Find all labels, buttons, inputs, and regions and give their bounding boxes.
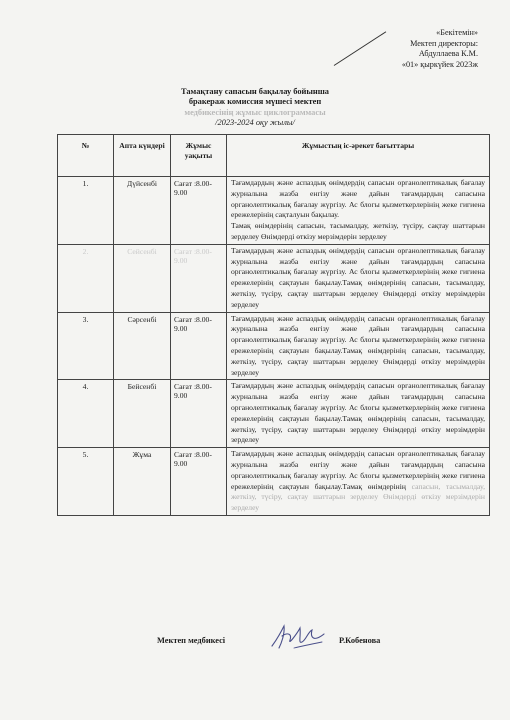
document-title bbox=[0, 87, 510, 128]
header-activity: Жұмыстың іс-әрекет бағыттары bbox=[227, 135, 490, 177]
title-line-4: /2023-2024 оқу жылы/ bbox=[215, 117, 295, 127]
row-time: Сағат :8.00-9.00 bbox=[171, 177, 227, 245]
title-line-2: бракераж комиссия мүшесі мектеп bbox=[188, 97, 322, 107]
schedule-table bbox=[57, 134, 490, 516]
row-time: Сағат :8.00-9.00 bbox=[171, 380, 227, 448]
table-row bbox=[58, 177, 490, 245]
row-activity: Тағамдардың және аспаздық өнімдердің сапасын органолептикалық бағалау журналына жазба енгізу және дайын тағамдардың сапасына органолептикалық бағалау жүргізу. Ас блогы қызметкерлерінің жеке гигиена ережелерінің сақтауын бақылау.Тамақ өнімдерінің сапасын, тасымалдау, жеткізу, түсіру, сақтау шаттарын зерделеу Өнімдерді өткізу мерзімдерін зерделеу bbox=[227, 312, 490, 380]
header-weekday: Апта күндері bbox=[114, 135, 171, 177]
row-weekday: Дүйсенбі bbox=[114, 177, 171, 245]
row-number: 1. bbox=[58, 177, 114, 245]
row-weekday: Жұма bbox=[114, 448, 171, 516]
row-weekday: Сәрсенбі bbox=[114, 312, 171, 380]
row-time: Сағат :8.00-9.00 bbox=[171, 244, 227, 312]
table-header-row bbox=[58, 135, 490, 177]
signature-footer bbox=[0, 634, 510, 664]
row-number: 2. bbox=[58, 244, 114, 312]
row-activity-text-faded: сапасын, тасымалдау, жеткізу, түсіру, сақтау шаттарын зерделеу Өнімдерді өткізу мерзімдерін зерделеу bbox=[231, 481, 485, 513]
table-row bbox=[58, 380, 490, 448]
approval-position: Мектеп директоры: bbox=[410, 38, 478, 48]
row-number: 3. bbox=[58, 312, 114, 380]
row-activity-text: Тағамдардың және аспаздық өнімдердің сапасын органолептикалық бағалау журналына жазба енгізу және дайын тағамдардың сапасына органолептикалық бағалау жүргізу. Ас блогы қызметкерлерінің жеке гигиена ережелерінің сақталуын бақылау. bbox=[231, 178, 485, 220]
row-activity-text: Тағамдардың және аспаздық өнімдердің сапасын органолептикалық бағалау журналына жазба енгізу және дайын тағамдардың сапасына органолептикалық бағалау жүргізу. Ас блогы қызметкерлерінің жеке гигиена ережелерінің сақтауын бақылау.Тамақ өнімдерінің bbox=[231, 449, 485, 491]
signer-role: Мектеп медбикесі bbox=[157, 636, 226, 645]
table-row bbox=[58, 312, 490, 380]
handwritten-signature bbox=[268, 620, 328, 654]
approval-block bbox=[358, 28, 478, 70]
row-activity-text-2: Тамақ өнімдерінің сапасын, тасымалдау, жеткізу, түсіру, сақтау шаттарын зерделеу Өнімдерді өткізу мерзімдерін зерделеу bbox=[231, 221, 485, 241]
row-activity: Тағамдардың және аспаздық өнімдердің сапасын органолептикалық бағалау журналына жазба енгізу және дайын тағамдардың сапасына органолептикалық бағалау жүргізу. Ас блогы қызметкерлерінің жеке гигиена ережелерінің сақтауын бақылау.Тамақ өнімдерінің сапасын, тасымалдау, жеткізу, түсіру, сақтау шаттарын зерделеу Өнімдерді өткізу мерзімдерін зерделеу bbox=[227, 244, 490, 312]
approval-director-name: Абдуллаева К.М. bbox=[418, 49, 478, 58]
row-weekday: Сейсенбі bbox=[114, 244, 171, 312]
approval-heading: «Бекітемін» bbox=[436, 28, 478, 37]
title-line-1: Тамақтану сапасын бақылау бойынша bbox=[180, 87, 329, 96]
approval-date: «01» қыркүйек 2023ж bbox=[401, 59, 478, 69]
row-number: 4. bbox=[58, 380, 114, 448]
table-row bbox=[58, 448, 490, 516]
table-row bbox=[58, 244, 490, 312]
row-time: Сағат :8.00-9.00 bbox=[171, 448, 227, 516]
row-activity bbox=[227, 448, 490, 516]
row-weekday: Бейсенбі bbox=[114, 380, 171, 448]
row-activity bbox=[227, 177, 490, 245]
title-line-3: медбикесінің жұмыс циклограммасы bbox=[184, 107, 326, 117]
row-time: Сағат :8.00-9.00 bbox=[171, 312, 227, 380]
header-number: № bbox=[58, 135, 114, 177]
row-activity: Тағамдардың және аспаздық өнімдердің сапасын органолептикалық бағалау журналына жазба енгізу және дайын тағамдардың сапасына органолептикалық бағалау жүргізу. Ас блогы қызметкерлерінің жеке гигиена ережелерінің сақтауын бақылау.Тамақ өнімдерінің сапасын, тасымалдау, жеткізу, түсіру, сақтау шаттарын зерделеу Өнімдерді өткізу мерзімдерін зерделеу bbox=[227, 380, 490, 448]
signer-name: Р.Кобенова bbox=[339, 636, 381, 645]
header-work-time: Жұмыс уақыты bbox=[171, 135, 227, 177]
row-number: 5. bbox=[58, 448, 114, 516]
